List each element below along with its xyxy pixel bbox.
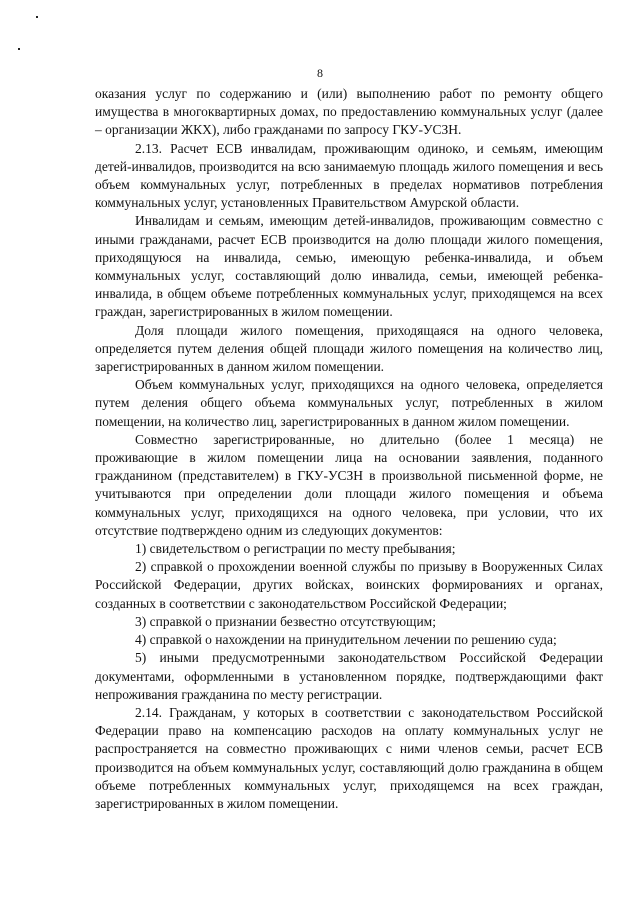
paragraph: оказания услуг по содержанию и (или) выполнению работ по ремонту общего имущества в многоквартирных домах, по предоставлению коммунальных услуг (далее – организации ЖКХ), либо гражданами по запросу ГКУ-УСЗН. [95, 86, 603, 138]
paragraph: 2.14. Гражданам, у которых в соответствии с законодательством Российской Федерации право на компенсацию расходов на оплату коммунальных услуг не распространяется на совместно проживающих с ними членов семьи, расчет ЕСВ производится на объем коммунальных услуг, составляющий долю гражданина в общем объеме потребленных коммунальных услуг, приходящемся на всех граждан, зарегистрированных в жилом помещении. [95, 704, 603, 811]
paragraph: 2.13. Расчет ЕСВ инвалидам, проживающим одиноко, и семьям, имеющим детей-инвалидов, производится на всю занимаемую площадь жилого помещения и весь объем коммунальных услуг, потребленных в пределах нормативов потребления коммунальных услуг, установленных Правительством Амурской области. [95, 140, 603, 211]
scan-mark [36, 16, 38, 18]
list-item: 1) свидетельством о регистрации по месту пребывания; [135, 541, 456, 557]
paragraph: Инвалидам и семьям, имеющим детей-инвалидов, проживающим совместно с иными гражданами, расчет ЕСВ производится на долю площади жилого помещения, приходящуюся на инвалида, семью, имеющую ребенка-инвалида, и объем коммунальных услуг, составляющий долю инвалида, семьи, имеющей ребенка-инвалида, в общем объеме потребленных коммунальных услуг, приходящемся на всех граждан, зарегистрированных в жилом помещении. [95, 213, 603, 320]
paragraph: Доля площади жилого помещения, приходящаяся на одного человека, определяется путем деления общей площади жилого помещения на количество лиц, зарегистрированных в данном жилом помещении. [95, 322, 603, 375]
list-item: 4) справкой о нахождении на принудительном лечении по решению суда; [135, 632, 557, 648]
list-item: 2) справкой о прохождении военной службы по призыву в Вооруженных Силах Российской Федерации, других войсках, воинских формированиях и органах, созданных в соответствии с законодательством Российской Федерации; [95, 559, 603, 611]
paragraph: Совместно зарегистрированные, но длительно (более 1 месяца) не проживающие в жилом помещении лица на основании заявления, поданного гражданином (представителем) в ГКУ-УСЗН в произвольной письменной форме, не учитываются при определении доли площади жилого помещения и объема коммунальных услуг, приходящихся на одного человека, при условии, что их отсутствие подтверждено одним из следующих документов: [95, 431, 603, 538]
list-item: 3) справкой о признании безвестно отсутствующим; [135, 613, 436, 629]
list-item: 5) иными предусмотренными законодательством Российской Федерации документами, оформленными в установленном порядке, подтверждающими факт непроживания гражданина по месту регистрации. [95, 650, 603, 702]
scan-mark [18, 48, 20, 50]
paragraph: Объем коммунальных услуг, приходящихся на одного человека, определяется путем деления общего объема коммунальных услуг, потребленных в жилом помещении, на количество лиц, зарегистрированных в данном жилом помещении. [95, 377, 603, 429]
document-body [95, 85, 603, 813]
page-number: 8 [317, 66, 323, 80]
